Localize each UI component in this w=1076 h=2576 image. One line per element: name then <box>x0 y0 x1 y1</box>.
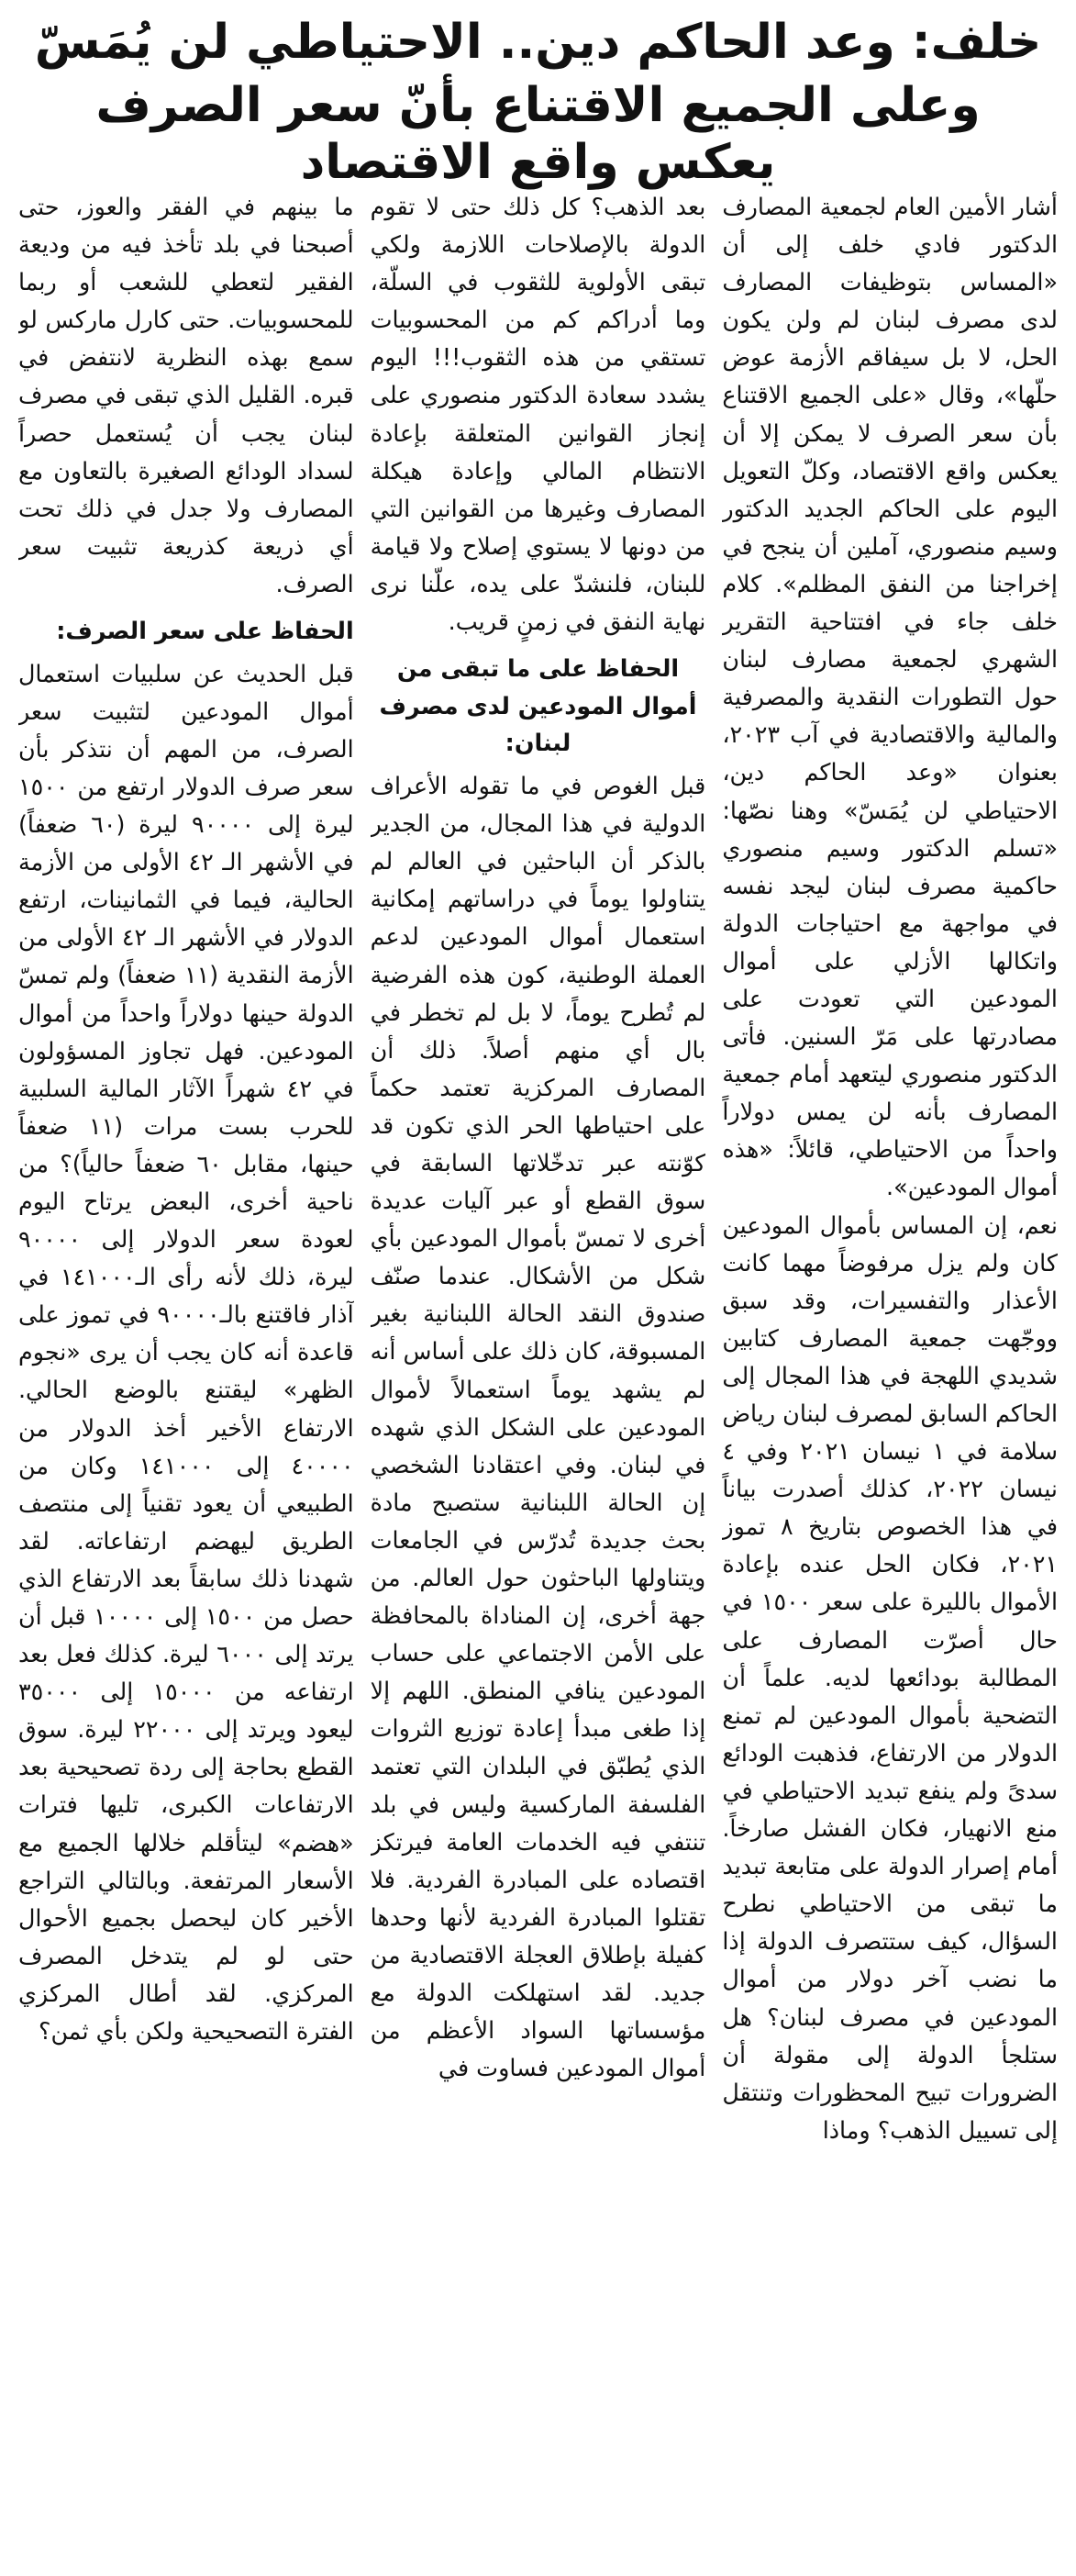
paragraph: بعد الذهب؟ كل ذلك حتى لا تقوم الدولة بالإصلاحات اللازمة ولكي تبقى الأولوية للثقوب في السلّة، وما أدراكم كم من المحسوبيات تستقي من هذه الثقوب!!! اليوم يشدد سعادة الدكتور منصوري على إنجاز القوانين المتعلقة بإعادة الانتظام المالي وإعادة هيكلة المصارف وغيرها من القوانين التي من دونها لا يستوي إصلاح ولا قيامة للبنان، فلنشدّ على يده، علّنا نرى نهاية النفق في زمنٍ قريب. <box>370 193 706 636</box>
headline-line-1: خلف: وعد الحاكم دين.. الاحتياطي لن يُمَسّ <box>34 15 1042 70</box>
article-body <box>18 188 1058 2567</box>
paragraph: نعم، إن المساس بأموال المودعين كان ولم يزل مرفوضاً مهما كانت الأعذار والتفسيرات، وقد سبق ووجّهت جمعية المصارف كتابين شديدي اللهجة في هذا المجال إلى الحاكم السابق لمصرف لبنان رياض سلامة في ١ نيسان ٢٠٢١ وفي ٤ نيسان ٢٠٢٢، كذلك أصدرت بياناً في هذا الخصوص بتاريخ ٨ تموز ٢٠٢١، فكان الحل عنده بإعادة الأموال بالليرة على سعر ١٥٠٠ في حال أصرّت المصارف على المطالبة بودائعها لديه. علماً أن التضحية بأموال المودعين لم تمنع الدولار من الارتفاع، فذهبت الودائع سدىً ولم ينفع تبديد الاحتياطي في منع الانهيار، فكان الفشل صارخاً. أمام إصرار الدولة على متابعة تبديد ما تبقى من الاحتياطي نطرح السؤال، كيف ستتصرف الدولة إذا ما نضب آخر دولار من أموال المودعين في مصرف لبنان؟ هل ستلجأ الدولة إلى مقولة أن الضرورات تبيح المحظورات وتنتقل إلى تسييل الذهب؟ وماذا <box>722 1210 1058 2144</box>
headline-line-2: وعلى الجميع الاقتناع بأنّ سعر الصرف يعكس واقع الاقتصاد <box>95 78 981 190</box>
paragraph: ما بينهم في الفقر والعوز، حتى أصبحنا في بلد تأخذ فيه من وديعة الفقير لتعطي للشعب أو ربما للمحسوبيات. حتى كارل ماركس لو سمع بهذه النظرية لانتفض في قبره. القليل الذي تبقى في مصرف لبنان يجب أن يُستعمل حصراً لسداد الودائع الصغيرة بالتعاون مع المصارف ولا جدل في ذلك تحت أي ذريعة كذريعة تثبيت سعر الصرف. <box>17 193 354 597</box>
column-right <box>722 188 1058 2567</box>
subheading: الحفاظ على سعر الصرف: <box>56 617 354 645</box>
column-left <box>18 188 354 2567</box>
subheading: الحفاظ على ما تبقى من أموال المودعين لدى مصرف لبنان: <box>379 654 697 757</box>
column-middle <box>371 188 706 2567</box>
paragraph: قبل الغوص في ما تقوله الأعراف الدولية في هذا المجال، من الجدير بالذكر أن الباحثين في العالم لم يتناولوا يوماً في دراساتهم إمكانية استعمال أموال المودعين لدعم العملة الوطنية، كون هذه الفرضية لم تُطرح يوماً، لا بل لم تخطر في بال أي منهم أصلاً. ذلك أن المصارف المركزية تعتمد حكماً على احتياطها الحر الذي تكون قد كوّنته عبر تدخّلاتها السابقة في سوق القطع أو عبر آليات عديدة أخرى لا تمسّ بأموال المودعين بأي شكل من الأشكال. عندما صنّف صندوق النقد الحالة اللبنانية بغير المسبوقة، كان ذلك على أساس أنه لم يشهد يوماً استعمالاً لأموال المودعين على الشكل الذي شهده في لبنان. وفي اعتقادنا الشخصي إن الحالة اللبنانية ستصبح مادة بحث جديدة تُدرّس في الجامعات ويتناولها الباحثون حول العالم. من جهة أخرى، إن المناداة بالمحافظة على الأمن الاجتماعي على حساب المودعين ينافي المنطق. اللهم إلا إذا طغى مبدأ إعادة توزيع الثروات الذي يُطبّق في البلدان التي تعتمد الفلسفة الماركسية وليس في بلد تنتفي فيه الخدمات العامة فيرتكز اقتصاده على المبادرة الفردية. فلا تقتلوا المبادرة الفردية لأنها وحدها كفيلة بإطلاق العجلة الاقتصادية من جديد. لقد استهلكت الدولة مع مؤسساتها السواد الأعظم من أموال المودعين فساوت في <box>370 772 706 2082</box>
paragraph: أشار الأمين العام لجمعية المصارف الدكتور فادي خلف إلى أن «المساس بتوظيفات المصارف لدى مصرف لبنان لم ولن يكون الحل، لا بل سيفاقم الأزمة عوض حلّها»، وقال «على الجميع الاقتناع بأن سعر الصرف لا يمكن إلا أن يعكس واقع الاقتصاد، وكلّ التعويل اليوم على الحاكم الجديد الدكتور وسيم منصوري، آملين أن ينجح في إخراجنا من النفق المظلم». كلام خلف جاء في افتتاحية التقرير الشهري لجمعية مصارف لبنان حول التطورات النقدية والمصرفية والمالية والاقتصادية في آب ٢٠٢٣، بعنوان «وعد الحاكم دين، الاحتياطي لن يُمَسّ» وهنا نصّها: «تسلم الدكتور وسيم منصوري حاكمية مصرف لبنان ليجد نفسه في مواجهة مع احتياجات الدولة واتكالها الأزلي على أموال المودعين التي تعودت على مصادرتها على مَرّ السنين. فأتى الدكتور منصوري ليتعهد أمام جمعية المصارف بأنه لن يمس دولاراً واحداً من الاحتياطي، قائلاً: «هذه أموال المودعين». <box>722 193 1058 1201</box>
paragraph: قبل الحديث عن سلبيات استعمال أموال المودعين لتثبيت سعر الصرف، من المهم أن نتذكر بأن سعر صرف الدولار ارتفع من ١٥٠٠ ليرة إلى ٩٠٠٠٠ ليرة (٦٠ ضعفاً) في الأشهر الـ ٤٢ الأولى من الأزمة الحالية، فيما في الثمانينات، ارتفع الدولار في الأشهر الـ ٤٢ الأولى من الأزمة النقدية (١١ ضعفاً) ولم تمسّ الدولة حينها دولاراً واحداً من أموال المودعين. فهل تجاوز المسؤولون في ٤٢ شهراً الآثار المالية السلبية للحرب بست مرات (١١ ضعفاً حينها، مقابل ٦٠ ضعفاً حالياً)؟ من ناحية أخرى، البعض يرتاح اليوم لعودة سعر الدولار إلى ٩٠٠٠٠ ليرة، ذلك لأنه رأى الـ١٤١٠٠٠ في آذار فاقتنع بالـ٩٠٠٠٠ في تموز على قاعدة أنه كان يجب أن يرى «نجوم الظهر» ليقتنع بالوضع الحالي. الارتفاع الأخير أخذ الدولار من ٤٠٠٠٠ إلى ١٤١٠٠٠ وكان من الطبيعي أن يعود تقنياً إلى منتصف الطريق ليهضم ارتفاعاته. لقد شهدنا ذلك سابقاً بعد الارتفاع الذي حصل من ١٥٠٠ إلى ١٠٠٠٠ قبل أن يرتد إلى ٦٠٠٠ ليرة. كذلك فعل بعد ارتفاعه من ١٥٠٠٠ إلى ٣٥٠٠٠ ليعود ويرتد إلى ٢٢٠٠٠ ليرة. سوق القطع بحاجة إلى ردة تصحيحية بعد الارتفاعات الكبرى، تليها فترات «هضم» ليتأقلم خلالها الجميع مع الأسعار المرتفعة. وبالتالي التراجع الأخير كان ليحصل بجميع الأحوال حتى لو لم يتدخل المصرف المركزي. لقد أطال المركزي الفترة التصحيحية ولكن بأي ثمن؟ <box>17 659 354 2046</box>
